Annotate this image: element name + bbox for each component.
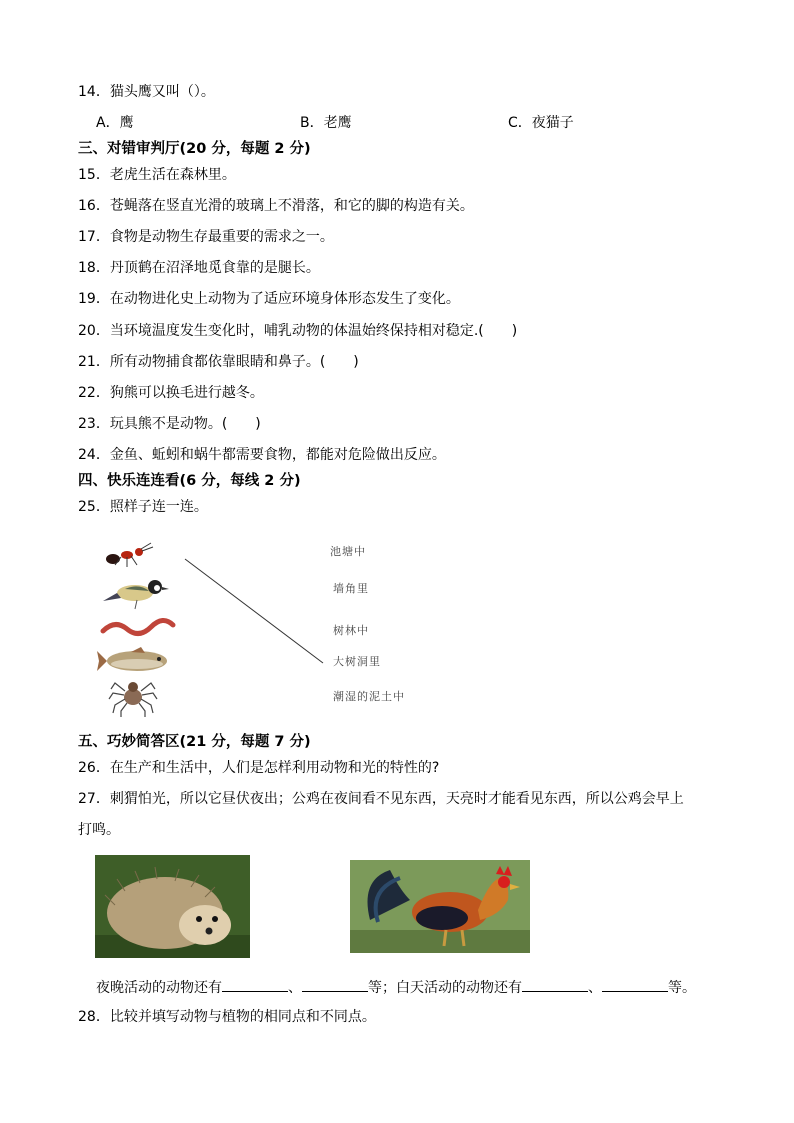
fill-prompt-night: 夜晚活动的动物还有 xyxy=(96,980,222,996)
earthworm-icon xyxy=(103,620,173,633)
question-28: 28．比较并填写动物与植物的相同点和不同点。 xyxy=(78,1009,376,1025)
habitat-pond: 池塘中 xyxy=(330,545,366,558)
habitat-damp-soil: 潮湿的泥土中 xyxy=(333,690,405,703)
question-17: 17．食物是动物生存最重要的需求之一。 xyxy=(78,229,334,245)
question-22: 22．狗熊可以换毛进行越冬。 xyxy=(78,385,264,401)
rooster-photo xyxy=(350,860,530,953)
separator: 、 xyxy=(288,980,302,996)
question-27-line-2: 打鸣。 xyxy=(78,822,120,838)
hedgehog-photo xyxy=(95,855,250,958)
question-23: 23．玩具熊不是动物。( ) xyxy=(78,416,261,432)
question-25: 25．照样子连一连。 xyxy=(78,499,208,515)
spider-icon xyxy=(109,682,157,717)
habitat-tree-hole: 大树洞里 xyxy=(333,655,381,668)
question-26: 26．在生产和生活中，人们是怎样利用动物和光的特性的? xyxy=(78,760,440,776)
bird-icon xyxy=(103,580,169,609)
fill-prompt-day: 等；白天活动的动物还有 xyxy=(368,980,522,996)
question-19: 19．在动物进化史上动物为了适应环境身体形态发生了变化。 xyxy=(78,291,460,307)
rooster-icon xyxy=(350,860,530,953)
question-27-fill-in xyxy=(96,977,696,997)
option-b: B．老鹰 xyxy=(300,115,352,131)
question-24: 24．金鱼、蚯蚓和蜗牛都需要食物，都能对危险做出反应。 xyxy=(78,447,446,463)
option-c: C．夜猫子 xyxy=(508,115,574,131)
question-27-line-1: 27．刺猬怕光，所以它昼伏夜出；公鸡在夜间看不见东西，天亮时才能看见东西，所以公鸡会早上 xyxy=(78,791,684,807)
question-14: 14．猫头鹰又叫（）。 xyxy=(78,84,215,100)
ant-icon xyxy=(106,543,153,567)
question-15: 15．老虎生活在森林里。 xyxy=(78,167,236,183)
separator: 、 xyxy=(588,980,602,996)
question-16: 16．苍蝇落在竖直光滑的玻璃上不滑落，和它的脚的构造有关。 xyxy=(78,198,474,214)
fill-end: 等。 xyxy=(668,980,696,996)
option-a: A．鹰 xyxy=(96,115,134,131)
section-3-heading: 三、对错审判厅(20 分，每题 2 分) xyxy=(78,141,311,157)
question-20: 20．当环境温度发生变化时，哺乳动物的体温始终保持相对稳定.( ) xyxy=(78,323,518,339)
habitat-woods: 树林中 xyxy=(333,624,369,637)
question-18: 18．丹顶鹤在沼泽地觅食靠的是腿长。 xyxy=(78,260,320,276)
section-4-heading: 四、快乐连连看(6 分，每线 2 分) xyxy=(78,473,301,489)
blank-day-1[interactable] xyxy=(522,977,588,992)
fish-icon xyxy=(97,647,167,671)
hedgehog-icon xyxy=(95,855,250,958)
habitat-wall-corner: 墙角里 xyxy=(333,582,369,595)
blank-night-1[interactable] xyxy=(222,977,288,992)
example-match-line xyxy=(185,559,323,663)
blank-night-2[interactable] xyxy=(302,977,368,992)
blank-day-2[interactable] xyxy=(602,977,668,992)
section-5-heading: 五、巧妙简答区(21 分，每题 7 分) xyxy=(78,734,311,750)
question-21: 21．所有动物捕食都依靠眼睛和鼻子。( ) xyxy=(78,354,359,370)
